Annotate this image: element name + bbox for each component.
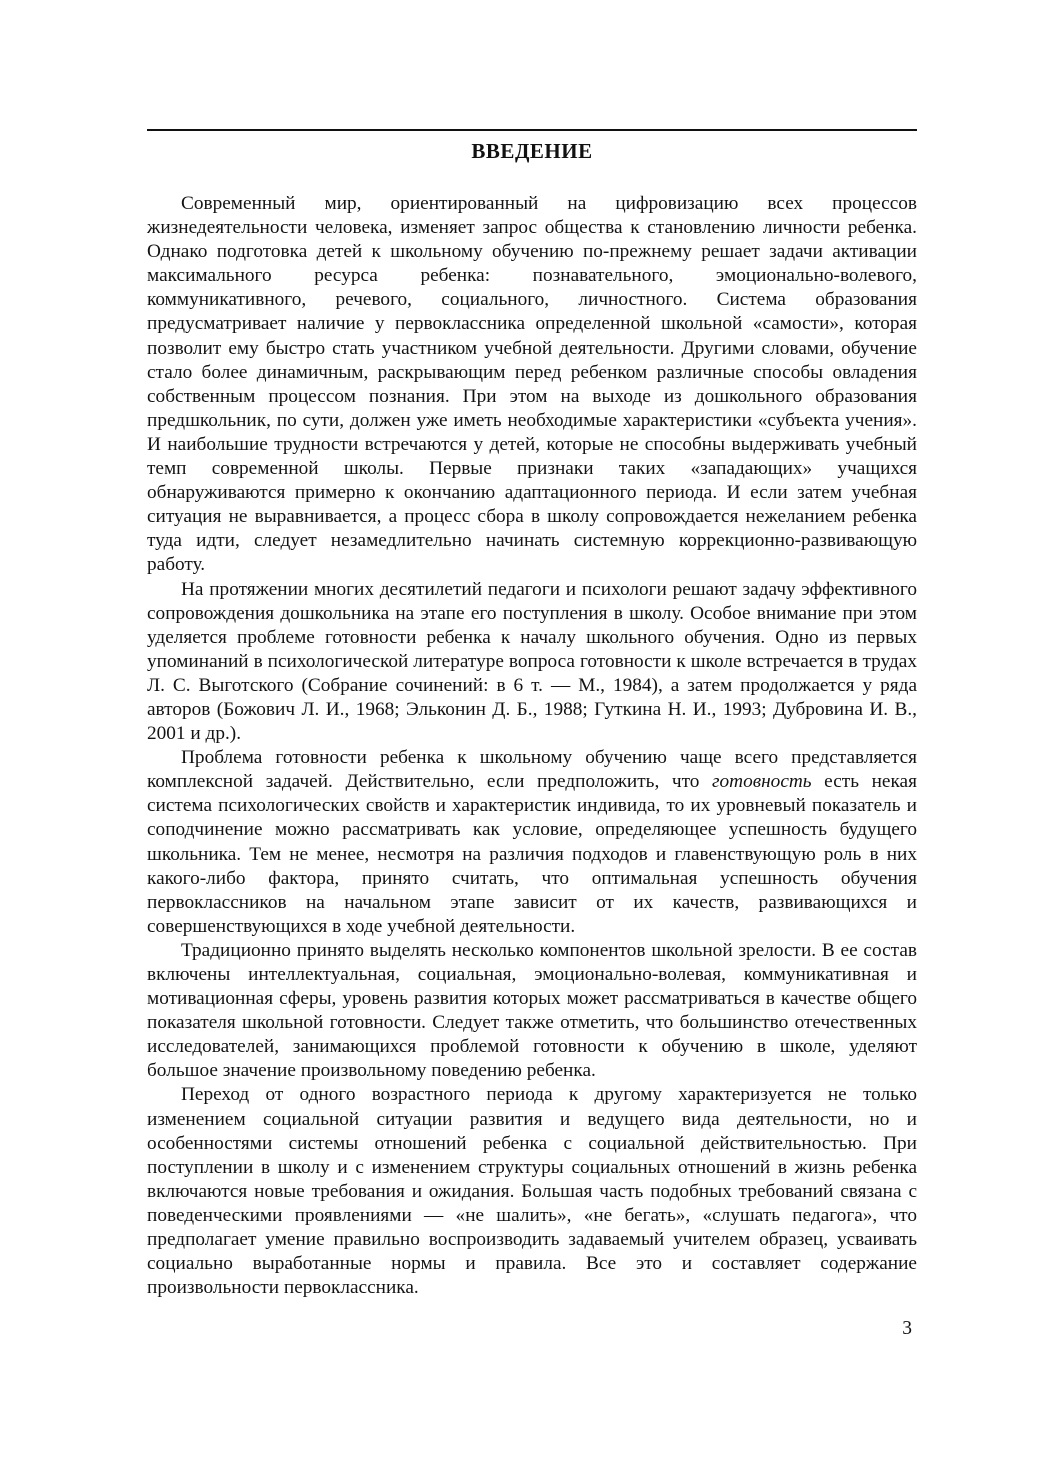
header-rule (147, 129, 917, 131)
page-number: 3 (902, 1318, 912, 1339)
text-run: Современный мир, ориентированный на цифровизацию всех процессов жизнедеятельности человека, изменяет запрос общества к становлению личности ребенка. Однако подготовка детей к школьному обучению по-прежнему решает задачи активации максимального ресурса ребенка: познавательного, эмоционально-волевого, коммуникативного, речевого, социального, личностного. Система образования предусматривает наличие у первоклассника определенной школьной «самости», которая позволит ему быстро стать участником учебной деятельности. Другими словами, обучение стало более динамичным, раскрывающим перед ребенком различные способы овладения собственным процессом познания. При этом на выходе из дошкольного образования предшкольник, по сути, должен уже иметь необходимые характеристики «субъекта учения». И наибольшие трудности встречаются у детей, которые не способны выдерживать учебный темп современной школы. Первые признаки таких «западающих» учащихся обнаруживаются примерно к окончанию адаптационного периода. И если затем учебная ситуация не выравнивается, а процесс сбора в школу сопровождается нежеланием ребенка туда идти, следует незамедлительно начинать системную коррекционно-развивающую работу. (147, 193, 917, 576)
text-run: Традиционно принято выделять несколько компонентов школьной зрелости. В ее состав включены интеллектуальная, социальная, эмоционально-волевая, коммуникативная и мотивационная сферы, уровень развития которых может рассматриваться в качестве общего показателя школьной готовности. Следует также отметить, что большинство отечественных исследователей, занимающихся проблемой готовности к обучению в школе, уделяют большое значение произвольному поведению ребенка. (147, 939, 917, 1082)
paragraph (147, 578, 917, 747)
text-run: Переход от одного возрастного периода к другому характеризуется не только изменением социальной ситуации развития и ведущего вида деятельности, но и особенностями системы отношений ребенка с социальной действительностью. При поступлении в школу и с изменением структуры социальных отношений в жизнь ребенка включаются новые требования и ожидания. Большая часть подобных требований связана с поведенческими проявлениями — «не шалить», «не бегать», «слушать педагога», что предполагает умение правильно воспроизводить задаваемый учителем образец, усваивать социально выработанные нормы и правила. Все это и составляет содержание произвольности первоклассника. (147, 1084, 917, 1299)
body-text (147, 192, 917, 1300)
text-run: На протяжении многих десятилетий педагоги и психологи решают задачу эффективного сопровождения дошкольника на этапе его поступления в школу. Особое внимание при этом уделяется проблеме готовности ребенка к началу школьного обучения. Одно из первых упоминаний в психологической литературе вопроса готовности к школе встречается в трудах Л. С. Выготского (Собрание сочинений: в 6 т. — М., 1984), а затем продолжается у ряда авторов (Божович Л. И., 1968; Эльконин Д. Б., 1988; Гуткина Н. И., 1993; Дубровина И. В., 2001 и др.). (147, 578, 917, 745)
text-run: есть некая система психологических свойств и характеристик индивида, то их уровневый показатель и соподчинение можно рассматривать как условие, определяющее успешность будущего школьника. Тем не менее, несмотря на различия подходов и главенствующую роль в них какого-либо фактора, принято считать, что оптимальная успешность обучения первоклассников на начальном этапе зависит от их качеств, развивающихся и совершенствующихся в ходе учебной деятельности. (147, 771, 917, 937)
paragraph (147, 939, 917, 1084)
paragraph (147, 192, 917, 578)
paragraph (147, 746, 917, 939)
page-title: ВВЕДЕНИЕ (471, 139, 593, 163)
text-run: Проблема готовности ребенка к школьному обучению чаще всего представляется комплексной задачей. Действительно, если предположить, что (147, 747, 917, 793)
paragraph (147, 1083, 917, 1300)
emphasized-text: готовность (712, 771, 812, 793)
